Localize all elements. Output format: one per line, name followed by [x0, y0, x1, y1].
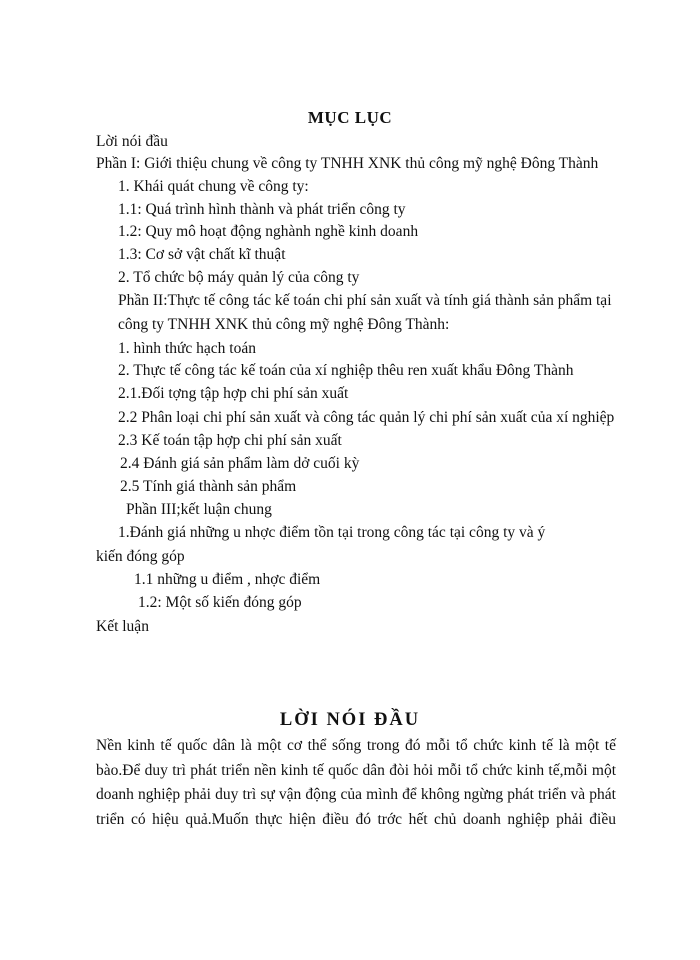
toc-entry: 1.Đánh giá những u nhợc điểm tồn tại trong công tác tại công ty và ý — [118, 524, 546, 541]
intro-line: bào.Để duy trì phát triển nền kinh tế quốc dân đòi hỏi mỗi tổ chức kinh tế,mỗi một — [96, 761, 616, 779]
toc-entry-conclusion: Kết luận — [96, 618, 149, 635]
toc-entry-part-3: Phần III;kết luận chung — [126, 501, 272, 518]
toc-entry: 2.2 Phân loại chi phí sản xuất và công tác quản lý chi phí sản xuất của xí nghiệp — [118, 409, 615, 426]
toc-entry: 1.2: Một số kiến đóng góp — [138, 594, 302, 611]
toc-entry: 1. hình thức hạch toán — [118, 340, 256, 357]
intro-heading: LỜI NÓI ĐẦU — [279, 710, 421, 730]
toc-entry: 1.3: Cơ sở vật chất kĩ thuật — [118, 246, 286, 263]
intro-paragraph — [96, 734, 616, 832]
toc-entry: 1. Khái quát chung về công ty: — [118, 178, 309, 195]
toc-entry: 2.3 Kế toán tập hợp chi phí sản xuất — [118, 432, 342, 449]
toc-entry: 1.2: Quy mô hoạt động nghành nghề kinh doanh — [118, 223, 419, 240]
toc-entry: 1.1 những u điểm , nhợc điểm — [134, 571, 321, 588]
toc-title: MỤC LỤC — [307, 108, 393, 127]
intro-line: doanh nghiệp phải duy trì sự vận động của mình để không ngừng phát triển và phát — [96, 786, 616, 803]
toc-entry-part-2-cont: công ty TNHH XNK thủ công mỹ nghệ Đông Thành: — [118, 316, 450, 333]
intro-line: Nền kinh tế quốc dân là một cơ thể sống trong đó mỗi tổ chức kinh tế là một tế — [96, 737, 616, 754]
toc-entry-cont: kiến đóng góp — [96, 548, 185, 565]
toc-entry-part-2: Phần II:Thực tế công tác kế toán chi phí sản xuất và tính giá thành sản phẩm tại — [118, 292, 612, 309]
toc-entry: 2.1.Đối tợng tập hợp chi phí sản xuất — [118, 385, 349, 402]
toc-entry: 2. Tổ chức bộ máy quản lý của công ty — [118, 269, 360, 286]
toc-entry-preface: Lời nói đầu — [96, 133, 168, 150]
intro-line: triển có hiệu quả.Muốn thực hiện điều đó trớc hết chủ doanh nghiệp phải điều — [96, 810, 616, 828]
toc-entry: 1.1: Quá trình hình thành và phát triển công ty — [118, 201, 406, 218]
toc-entry: 2. Thực tế công tác kế toán của xí nghiệp thêu ren xuất khẩu Đông Thành — [118, 362, 574, 379]
toc-entry: 2.4 Đánh giá sản phẩm làm dở cuối kỳ — [120, 455, 360, 472]
toc-entry: 2.5 Tính giá thành sản phẩm — [120, 478, 297, 495]
toc-entry-part-1: Phần I: Giới thiệu chung về công ty TNHH XNK thủ công mỹ nghệ Đông Thành — [96, 155, 599, 172]
